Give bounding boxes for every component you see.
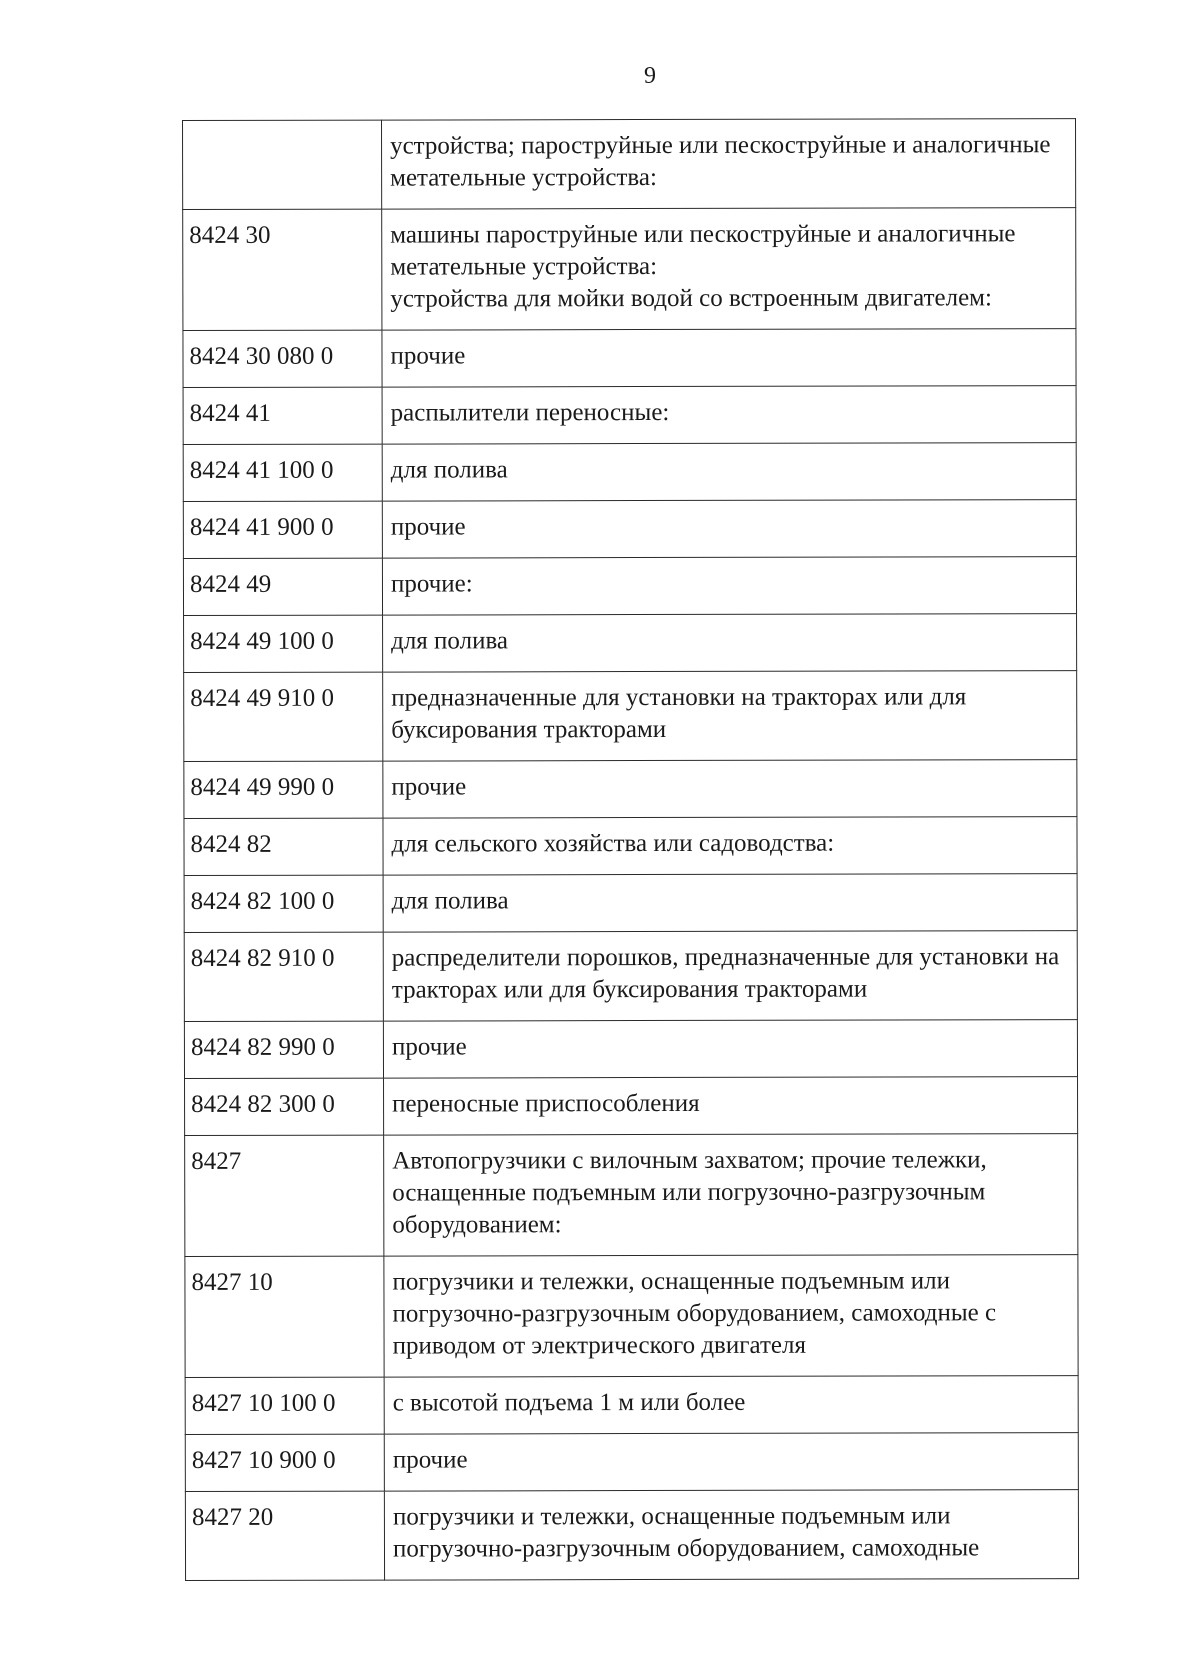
table-row [184,614,1077,673]
table-row [183,557,1076,616]
code-cell: 8424 82 300 0 [185,1078,384,1135]
description-cell: прочие [384,1433,1078,1491]
description-cell: с высотой подъема 1 м или более [384,1376,1078,1434]
code-cell: 8424 82 990 0 [184,1021,383,1078]
table-row [183,500,1076,559]
description-cell: погрузчики и тележки, оснащенные подъемным или погрузочно-разгрузочным оборудованием, самоходные [384,1490,1078,1580]
code-cell: 8424 82 100 0 [184,875,383,932]
table-body [183,119,1079,1581]
description-cell: Автопогрузчики с вилочным захватом; прочие тележки, оснащенные подъемным или погрузочно-разгрузочным оборудованием: [384,1134,1078,1256]
description-cell: прочие [383,760,1077,818]
code-cell: 8424 49 910 0 [184,672,383,761]
table-row [185,1433,1078,1492]
table-row [184,1020,1077,1079]
table-row [183,119,1076,210]
code-cell: 8427 20 [185,1491,384,1580]
page-number: 9 [644,63,656,89]
description-cell: для полива [382,443,1076,501]
table-row [184,760,1077,819]
table-row [185,1077,1078,1136]
description-cell: для полива [383,614,1077,672]
code-cell: 8424 41 900 0 [183,501,382,558]
table-row [184,931,1077,1022]
description-cell: для полива [383,874,1077,932]
description-cell: распределители порошков, предназначенные для установки на тракторах или для буксирования тракторами [383,931,1077,1021]
code-cell: 8424 41 [183,387,382,444]
code-cell: 8427 [185,1135,384,1256]
table-row [185,1255,1078,1378]
code-cell: 8424 30 [183,209,382,330]
code-cell: 8424 49 990 0 [184,761,383,818]
table-row [185,1376,1078,1435]
code-cell: 8424 82 [184,818,383,875]
tariff-code-table [182,118,1079,1581]
code-cell: 8424 30 080 0 [183,330,382,387]
table-row [184,874,1077,933]
table-row [185,1490,1078,1581]
table-row [183,386,1076,445]
description-cell: погрузчики и тележки, оснащенные подъемным или погрузочно-разгрузочным оборудованием, самоходные с приводом от электрического двигателя [384,1255,1078,1377]
table-row [183,443,1076,502]
code-cell: 8427 10 [185,1256,384,1377]
table-row [184,671,1077,762]
description-cell: прочие [383,1020,1077,1078]
code-cell: 8424 41 100 0 [183,444,382,501]
table-row [184,817,1077,876]
code-cell: 8424 82 910 0 [184,932,383,1021]
description-cell: прочие [382,500,1076,558]
code-cell: 8427 10 100 0 [185,1377,384,1434]
code-cell: 8424 49 [183,558,382,615]
table-row [183,208,1076,331]
description-cell: машины пароструйные или пескоструйные и аналогичные метательные устройства: устройства для мойки водой со встроенным двигателем: [382,208,1076,330]
description-cell: прочие [382,329,1076,387]
description-cell: предназначенные для установки на тракторах или для буксирования тракторами [383,671,1077,761]
description-cell: распылители переносные: [382,386,1076,444]
description-cell: устройства; пароструйные или пескоструйные и аналогичные метательные устройства: [382,119,1076,209]
description-cell: прочие: [382,557,1076,615]
table-row [185,1134,1078,1257]
description-cell: для сельского хозяйства или садоводства: [383,817,1077,875]
code-cell: 8427 10 900 0 [185,1434,384,1491]
code-cell [183,120,382,209]
description-cell: переносные приспособления [384,1077,1078,1135]
code-cell: 8424 49 100 0 [184,615,383,672]
table-row [183,329,1076,388]
